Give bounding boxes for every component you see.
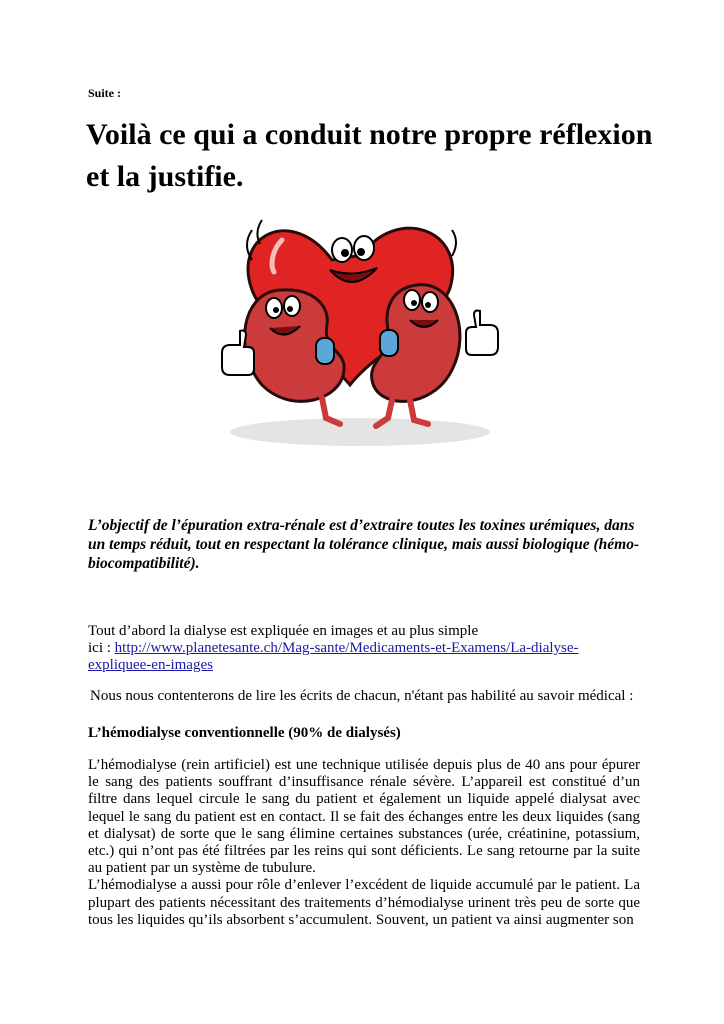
heart-and-kidneys-icon: [212, 210, 512, 450]
objective-paragraph: L’objectif de l’épuration extra-rénale est d’extraire toutes les toxines urémiques, dans un temps réduit, tout en respectant la tolérance clinique, mais aussi biologique (hémo-biocompatibilité).: [88, 517, 640, 572]
dialysis-link[interactable]: http://www.planetesante.ch/Mag-sante/Medicaments-et-Examens/La-dialyse-expliquee-en-images: [88, 640, 579, 673]
body-text: [88, 757, 640, 929]
body-paragraph: L’hémodialyse a aussi pour rôle d’enlever l’excédent de liquide accumulé par le patient. La plupart des patients nécessitant des traitements d’hémodialyse urinent très peu de sorte que tous les liquides qu’ils absorbent s’accumulent. Souvent, un patient va ainsi augmenter son: [88, 877, 640, 928]
intro-paragraph: [88, 623, 640, 674]
note-paragraph: Nous nous contenterons de lire les écrits de chacun, n'étant pas habilité au savoir médical :: [90, 688, 634, 704]
intro-text: Tout d’abord la dialyse est expliquée en images et au plus simple: [88, 623, 479, 639]
suite-label: Suite :: [88, 86, 121, 100]
body-paragraph: L’hémodialyse (rein artificiel) est une technique utilisée depuis plus de 40 ans pour épurer le sang des patients souffrant d’insuffisance rénale sévère. L’appareil est constitué d’un filtre dans lequel circule le sang du patient et également un liquide appelé dialysat avec lequel le sang du patient est en contact. Il se fait des échanges entre les deux liquides (sang et dialysat) de sorte que le sang élimine certaines substances (urée, créatinine, potassium, etc.) qui n’ont pas été filtrées par les reins qui sont déficients. Le sang retourne par la suite au patient par un système de tubulure.: [88, 757, 640, 877]
page-title: Voilà ce qui a conduit notre propre réflexion et la justifie.: [86, 118, 653, 193]
section-heading: L’hémodialyse conventionnelle (90% de dialysés): [88, 725, 401, 741]
heart-kidneys-illustration: [212, 210, 512, 450]
intro-prefix: ici :: [88, 640, 115, 656]
